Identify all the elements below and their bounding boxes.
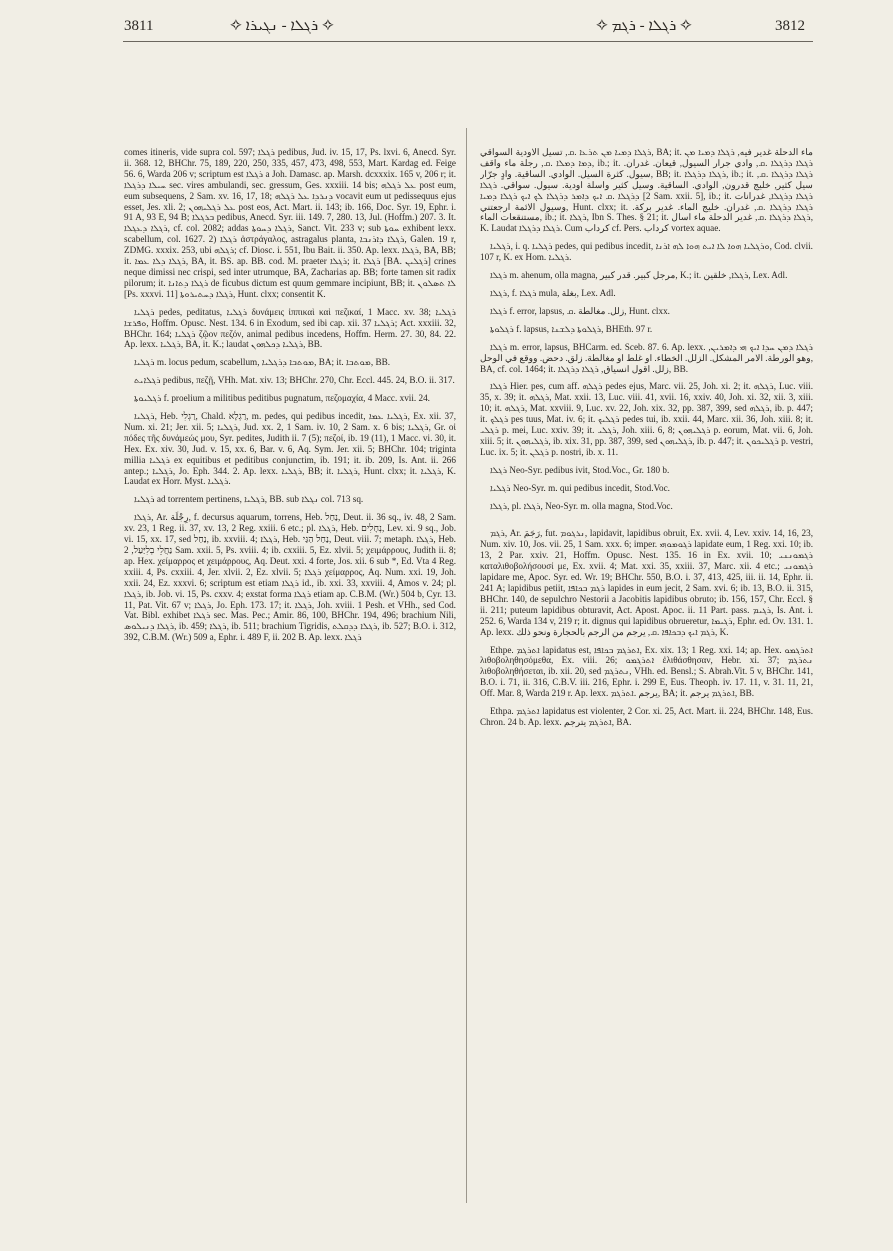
right-column bbox=[480, 147, 813, 1207]
dictionary-entry: ܪܓܠܝܐ Neo-Syr. m. qui pedibus incedit, Stod.Voc. bbox=[490, 482, 670, 493]
dictionary-entry: ܪܓܠܘܬܐ f. lapsus, ܪܓܠܘܬܐ ܕܠܫܢܐ, BHEth. 97 r. bbox=[490, 323, 653, 334]
dictionary-entry: ܪܓܠܐ, Ar. رِجْلَة, f. decursus aquarum, torrens, Heb. נַחַל, Deut. ii. 36 sq., iv. 48, 2 Sam. xv. 23, 1 Reg. ii. 37, xv. 13, 2 Reg. xxiii. 6 etc.; pl. ܪܓܠܐ, Heb. נְחָלִים, Lev. xi. 9 sq., Job. vi. 15, xx. 17, sed נַחַל, ib. xxviii. 4; ܪܓܠܐ, Heb. נַחַל הַגַּי, Deut. viii. 7; metaph. ܪܓܠܐ, Heb. נַחֲלֵי בְלִיַּעַל, 2 Sam. xxii. 5, Ps. xviii. 4; ib. cxxiii. 5, Ez. xlvii. 5; χειμάρρους, Judith ii. 8; ap. Hex. χείμαρρος et χειμάρρους, Aq. Deut. xxi. 4 forte, Jos. xii. 6 sub *, Ed. Vta 4 Reg. xxiii. 4, Ps. cxxiii. 4, Jer. xlvii. 2, Ez. xlvii. 5; ܪܓܠܐ χείμαρρος, Aq. Num. xxi. 19, Joh. xxii. 24, Ez. xxxvi. 6; scriptum est etiam ܪܓܠܐ id., ib. xxi. 33, xxviii. 4, Amos v. 24; pl. ܪܓܠܐ, ib. Job. vi. 15, Ps. cxxv. 4; exstat forma ܪܓܠܐ etiam ap. C.B.M. (Wr.) 504 b, Cyr. 13. 11, Pat. Vit. 67 v; ܪܓܠܐ, Jo. Eph. 173. 17; it. ܪܓܠܐ, Joh. xviii. 1 Pesh. et VHh., sed Cod. Vat. Bibl. exhibet ܪܓܠܐ sec. Mas. Pec.; Amir. 86, 100, BHChr. 194, 496; brachium Nili, ܪܓܠܐ ܕܢܝܠܘܣ, ib. 459; ܪܓܠܐ, ib. 511; brachium Tigridis, ܪܓܠܐ ܕܕܩܠܬ, ib. 527; B.O. i. 312, 392, C.B.M. (Wr.) 509 a, Ephr. i. 489 F, ii. 202 B. Ap. lexx. ܪܓܠܐ bbox=[124, 512, 456, 643]
header-rule bbox=[123, 41, 813, 42]
dictionary-entry: ܪܓܠܝܐ m. locus pedum, scabellum, ܡܘܬܒܐ ܕܪܓܠܝܐ, BA; it. ܡܘܬܒܐ, BB. bbox=[134, 357, 390, 368]
dictionary-entry: ܪܓܠܐ, pl. ܪܓܠܐ, Neo-Syr. m. olla magna, Stod.Voc. bbox=[490, 500, 673, 511]
left-column bbox=[124, 147, 456, 1207]
right-running-head: ✧ ܪܓܠܐ - ܪܓܡ ✧ bbox=[596, 18, 692, 34]
dictionary-entry: ܪܓܠܐ ܕܡܝܐ ܡܢ ܬܪܥܐ .ܩ, تسيل الاودية السواقي, BA; it. ماء الدحلة غدير فيه, ܪܓܠܐ ܕܡܝܐ ܡܢ ܕܡܐ ܕܡܠܐ .ܩ, رجلة ماء واقف, ib.; it. ܪܓܠܐ ܕܪܓܠܐ .ܩ, وادي جرار السيول, قيعان. غدران. سيول. كثرة السيل. الوادي. الساقية. وادٍ جرّار, BB; it. ܪܓܠܐ ܕܪܓܠܐ, ib.; it. ܪܓܠܐ ܕܪܓܠܐ .ܩ, سيل كثير, خليج قدرون, الوادي. الساقية. وسيل كثير واسلة اودية. سيول. سواقي. ܪܓܠܐ ܕܪܓܠܐ .ܩ ܐܝܟ ܕܐܡܪ ܕܪܓܠܐ ܠܟ ܐܝܟ ܪܓܠܐ ܕܡܝܐ [2 Sam. xxii. 5], ib.; it. ܪܓܠܐ ܕܪܓܠܐ, غدرانات وسيول الائمة ارجعتني, Hunt. clxx; it. ܪܓܠܐ ܕܪܓܠܐ .ܩ, غدران. خليج الماء. غدير بركة. مستنقعات الماء, ib.; it. ܪܓܠܐ, Ibn S. Thes. § 21; it. ܪܓܠܐ ܕܪܓܠܐ .ܩ, غدير الدحلة ماء اسال, K. Laudat ܪܓܠܐ ܕܪܓܠܐ. Cum كرداب cf. Pers. كرداب vortex aquae. bbox=[480, 147, 813, 234]
dictionary-entry: ܪܓܠܐ f. error, lapsus, زلل. مغالطة .ܩ, Hunt. clxx. bbox=[490, 305, 670, 316]
dictionary-entry: ܪܓܠܐ, f. ܪܓܠܐ mula, بغلة, Lex. Adl. bbox=[490, 287, 616, 298]
dictionary-entry: ܪܓܠܝܐ, i. q. ܪܓܠܝܐ pedes, qui pedibus incedit, ܘܪܓܠܝܐ ܗܘܐ ܠܐ ܐܝܬ ܗܘܐ ܠܗ ܐܪܢܐ, Cod. clvii. 107 r, K. ex Hom. ܪܓܠܝܐ. bbox=[480, 241, 813, 263]
dictionary-entry: ܪܓܡ, Ar. رَجَمَ, fut. ܢܪܓܘܡ, lapidavit, lapidibus obruit, Ex. xvii. 4, Lev. xxiv. 14, 16, 23, Num. xiv. 10, Jos. vii. 25, 1 Sam. xxx. 6; imper. ܪܓܘܡܘܗܝ lapidate eum, 1 Reg. xxi. 10; ib. 13, 2 Par. xxiv. 21, Hoffm. Opusc. Nest. 135. 16 in Ex. xvii. 10; ܪܓܡܘܢܢܝ καταλιθοβολήσουσί με, Ex. xvii. 4; Mat. xxi. 35, xxiii. 37, Marc. xii. 4 etc.; ܪܓܡܘܢܝ lapidare me, Apoc. Syr. ed. Wr. 19; BHChr. 550, B.O. i. 37, 413, 425, iii. ii. 14, Ephr. ii. 241 A; lapidibus petiit, ܪܓܡ ܒܟܐܦܐ lapides in eum jecit, 2 Sam. xvi. 6; ib. 13, B.O. ii. 315, BHChr. 140, de sepulchro Nestorii a Jacobitis lapidibus obruto; ib. 156, 157, Chr. Eccl. § ii. 211; puteum lapidibus obturavit, Act. Apost. Apoc. ii. 11 Part. pass. ܪܓܝܡ, Is. Ant. i. 252. 6, Warda 134 v, 219 r; it. dignus qui lapidibus obrueretur, ܪܓܝܡܐ, Ephr. ed. Ov. 131. 1. Ap. lexx. ܪܓܡ ܐܝܟ ܕܒܟܐܦܐ .ܩ, يرجم من الرجم بالحجارة ونحو ذلك, K. bbox=[480, 528, 813, 637]
dictionary-entry: ܪܓܠܐ m. error, lapsus, BHCarm. ed. Sceb. 87. 6. Ap. lexx. ܪܓܠܐ ܕܡܢ ܚܕܐ ܐܝܟ ܗܝ ܕܐܡܪܝܢ, وهو الورطة. الامر المشكل. الزلل. الخطاء. او غلط او مغالطة. زلق. دحض. ووقع في الوحل, BA, cf. col. 1464; it. زلل. اقول انسياق, ܪܓܠܐ ܕܪܓܠܐ, BB. bbox=[480, 341, 813, 374]
dictionary-entry: ܪܓܠܝܐ, Heb. רַגְלִי, Chald. רַגְלָא, m. pedes, qui pedibus incedit, ܪܓܠܝܐ ܥܡܐ, Ex. xii. 37, Num. xi. 21; Jer. xii. 5; ܪܓܠܝܐ, Jud. xx. 2, 1 Sam. iv. 10, 2 Sam. x. 6 bis; ܪܓܠܝܐ, Gr. οἱ πόδες τῆς δυνάμεώς μου, Syr. pedites, Judith ii. 7 (5); πεζοί, ib. 19 (11), 1 Macc. vi. 30, it. Hex. Ex. xiv. 30, Jud. v. 15, xx. 6, Bar. v. 6, Aq. Sym. Jer. xii. 5; BHChr. 104; triginta millia ܪܓܠܝܐ ex equitibus et peditibus conjunctim, ib. 191; it. ib. 209, Is. Ant. ii. 266 antep.; ܪܓܠܝܐ, Jo. Eph. 344. 2. Ap. lexx. ܪܓܠܝܐ, BB; it. ܪܓܠܝܐ, Hunt. clxx; it. ܪܓܠܝܐ, K. Laudat ex Horr. Myst. ܪܓܠܝܐ. bbox=[124, 411, 456, 487]
column-divider bbox=[466, 128, 467, 1203]
dictionary-entry: ܪܓܠܝܐ pedes, peditatus, ܪܓܠܝܐ δυνάμεις ἱππικαὶ καὶ πεζικαί, 1 Macc. xv. 38; ܪܓܠܝܐ ܘܦܪܫܐ, Hoffm. Opusc. Nest. 134. 6 in Exodum, sed ibi cap. xii. 37 ܪܓܠܝܐ; Act. xxxiii. 32, BHChr. 164; ܪܓܠܝܐ ζῷον πεζόν, animal pedibus incedens, Hoffm. Herm. 27. 30, 84. 22. Ap. lexx. ܪܓܠܝܐ, BA, it. K.; laudat ܪܓܠܝܐ ܕܟܠܗܘܢ, BB. bbox=[124, 306, 456, 350]
dictionary-entry: ܪܓܠܝܐ ad torrentem pertinens, ܪܓܠܝܐ, BB. sub ܢܓܠܐ col. 713 sq. bbox=[134, 494, 364, 505]
dictionary-entry: comes itineris, vide supra col. 597; ܪܓܠܐ pedibus, Jud. iv. 15, 17, Ps. lxvi. 6, Anecd. Syr. ii. 368. 12, BHChr. 75, 189, 220, 250, 335, 457, 473, 498, 553, Mart. Kardag ed. Feige 56. 6, Warda 206 v; scriptum est ܪܓܠܐ a Joh. Damasc. ap. Marsh. dcxxxix. 165 v, 206 r; it. ܚܝܠܐ ܕܪܓܠܐ sec. vires ambulandi, sec. gressum, Ges. xxxiii. 14 bis; ܥܠ ܪܓܠܗ post eum, eum subsequens, 2 Sam. xv. 16, 17, 18; ܕܢܪܕܐ ܥܠ ܪܓܠܗ vocavit eum ut pedissequus ejus esset, Jes. xli. 2; ܥܠ ܪܓܠܝܗܘܢ post eos, Act. Mart. ii. 143; ib. 166, Doc. Syr. 19, Ephr. i. 91 A, 93 E, 94 B; ܒܪܓܠܐ pedibus, Anecd. Syr. iii. 149. 7, 280. 13, Jul. (Hoffm.) 207. 3. It. ܪܓܠܐ ܕܥܓܠܐ, cf. col. 2082; addas ܪܓܠܐ ܕܚܘܬܐ, Sanct. Vit. 233 v; sub ܚܘܬܐ exhibent lexx. scabellum, col. 1627. 2) ܪܓܠܐ ἀστράγαλος, astragalus planta, ܪܓܠܐ ܕܐܪܢܒܐ, Galen. 19 r, ZDMG. xxxix. 253, ubi ܪܓܠܗ; cf. Diosc. i. 551, Ibu Bait. ii. 350. Ap. lexx. ܪܓܠܐ, BA, BB; it. ܪܓܠܐ ܕܠܐ ܥܡܐ, BA, it. BS. ap. BB. cod. M. praeter ܪܓܠܐ; it. ܪܓܠܐ [BA. ܪܓܠܝܢ] crines neque dimissi nec crispi, sed inter utrumque, BA, Zacharias ap. BB; forte tamen sit radix pilorum; it. ܪܓܠܐ ܕܬܐܢܐ de ficubus dictum est quum gemmare incipiunt, BB; it. ܠܐ ܬܣܠܘܢ [Ps. xxxvi. 11] ܪܓܠܐ ܕܚܬܝܪܘܬܐ, Hunt. clxx; consentit K. bbox=[124, 147, 456, 299]
dictionary-entry: Ethpa. ܐܬܪܓܡ lapidatus est violenter, 2 Cor. xi. 25, Act. Mart. ii. 224, BHChr. 148, Eus. Chron. 24 b. Ap. lexx. ܐܬܪܓܡ يترجم, BA. bbox=[480, 706, 813, 727]
left-page-number: 3811 bbox=[124, 18, 154, 34]
dictionary-entry: ܪܓܠܐ Hier. pes, cum aff. ܪܓܠܗ pedes ejus, Marc. vii. 25, Joh. xi. 2; it. ܪܓܠܗ, Luc. viii. 35, x. 39; it. ܪܓܠܗ, Mat. xxii. 13, Luc. viii. 41, xvii. 16, xxiv. 40, Joh. xi. 32, xii. 3, xiii. 10; it. ܪܓܠܗ, Mat. xxviii. 9, Luc. xv. 22, Joh. xix. 32, pp. 387, 399, sed ܪܓܠܗ, ib. p. 447; it. ܪܓܠܟ pes tuus, Mat. iv. 6; it. ܪܓܠܝܟ pedes tui, ib. xxii. 44, Marc. xii. 36, Joh. xiii. 8; it. ܪܓܠܝ p. mei, Luc. xxiv. 39; it. ܪܓܠܝ, Joh. xiii. 6, 8; ܪܓܠܝܗܘܢ p. eorum, Mat. vii. 6, Joh. xiii. 5; it. ܪܓܠܝܗܘܢ, ib. xix. 31, pp. 387, 399, sed ܪܓܠܝܗܘܢ, ib. p. 447; it. ܪܓܠܝܟܘܢ p. vestri, Luc. ix. 5; it. ܪܓܠܢ p. nostri, ib. x. 11. bbox=[480, 381, 813, 457]
dictionary-entry: Ethpe. ܐܬܪܓܡ lapidatus est, ܐܬܪܓܡ ܒܟܐܦܐ, Ex. xix. 13; 1 Reg. xxi. 14; ap. Hex. ܐܬܪܓܡܘ λιθοβοληθησόμεθα, Ex. viii. 26; ܐܬܪܓܡܘ ἐλιθάσθησαν, Hebr. xi. 37; ܢܬܪܓܡ λιθοβοληθήσεται, ib. xii. 20, sed ܢܬܪܓܡ, VHh. ed. Bensl.; S. Abrah.Vit. 5 v, BHChr. 141, B.O. i. 71, ii. 316, C.B.V. iii. 216, Ephr. i. 299 E, Eus. Theoph. iv. 17. 11, v. 31. 11, 21, Off. Mar. 8, Warda 219 r. Ap. lexx. يرجم .ܐܬܪܓܡ, BA; it. ܐܬܪܓܡ يرجم, BB. bbox=[480, 644, 813, 699]
dictionary-entry: ܪܓܠܝܘܬܐ f. proelium a militibus peditibus pugnatum, πεζομαχία, 4 Macc. xvii. 24. bbox=[134, 393, 430, 404]
dictionary-entry: ܪܓܠܐ m. ahenum, olla magna, مرجل كبير. قدر كبير, K.; it. ܪܓܠܐ, خلقين, Lex. Adl. bbox=[490, 270, 788, 281]
right-page-number: 3812 bbox=[775, 18, 805, 34]
dictionary-entry: ܪܓܠܐ Neo-Syr. pedibus ivit, Stod.Voc., Gr. 180 b. bbox=[490, 464, 670, 475]
left-running-head: ✧ ܪܓܠܐ - ܢܓܝܪܐ ✧ bbox=[230, 18, 334, 34]
dictionary-entry: ܪܓܠܐܝܬ pedibus, πεζῇ, VHh. Mat. xiv. 13; BHChr. 270, Chr. Eccl. 445. 24, B.O. ii. 317. bbox=[134, 375, 455, 386]
page-header bbox=[0, 14, 893, 36]
section-gap bbox=[480, 518, 813, 528]
